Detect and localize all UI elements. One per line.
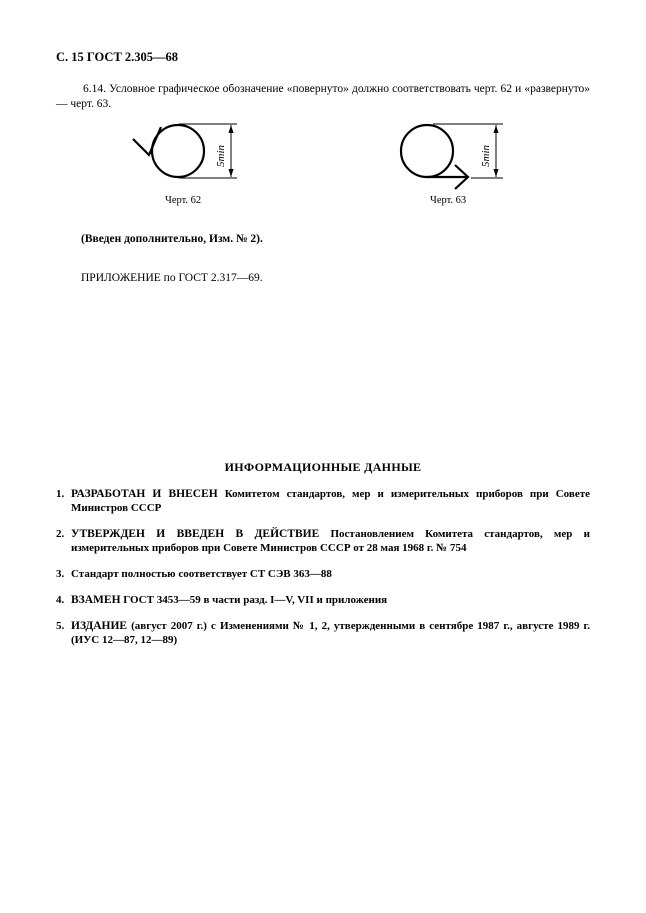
- dimension-label: 5min: [480, 145, 492, 167]
- info-item-number: 4.: [56, 594, 65, 606]
- info-item: [56, 593, 590, 607]
- info-item-lead: ИЗДАНИЕ: [71, 620, 128, 632]
- figure-63-unfolded-symbol: [395, 115, 515, 191]
- info-list: [56, 487, 590, 659]
- section-6-14-text: 6.14. Условное графическое обозначение «повернуто» должно соответствовать черт. 62 и «развернуто» — черт. 63.: [56, 83, 590, 110]
- figure-63-caption: Черт. 63: [430, 195, 467, 206]
- info-item: [56, 487, 590, 515]
- info-item-number: 5.: [56, 620, 65, 632]
- dimension-label: 5min: [215, 145, 227, 167]
- info-item: [56, 527, 590, 555]
- info-section-title: ИНФОРМАЦИОННЫЕ ДАННЫЕ: [224, 460, 422, 474]
- info-item-lead: УТВЕРЖДЕН И ВВЕДЕН В ДЕЙСТВИЕ: [71, 528, 320, 540]
- amendment-note: (Введен дополнительно, Изм. № 2).: [81, 233, 263, 245]
- figure-62-caption: Черт. 62: [165, 195, 202, 206]
- info-item-number: 1.: [56, 488, 65, 500]
- info-item-text: ГОСТ 3453—59 в части разд. I—V, VII и приложения: [120, 594, 388, 606]
- info-item-text: Комитетом стандартов, мер и измерительных приборов при Совете Министров СССР: [71, 488, 590, 514]
- info-item-text: (август 2007 г.) с Изменениями № 1, 2, утвержденными в сентябре 1987 г., августе 1989 г. (ИУС 12—87, 12—89): [71, 620, 590, 646]
- appendix-note: ПРИЛОЖЕНИЕ по ГОСТ 2.317—69.: [81, 272, 263, 284]
- info-item-text: Постановлением Комитета стандартов, мер и измерительных приборов при Совете Министров СССР от 28 мая 1968 г. № 754: [71, 528, 590, 554]
- info-item-text: Стандарт полностью соответствует СТ СЭВ 363—88: [71, 568, 332, 580]
- figure-62-rotated-symbol: [125, 115, 245, 187]
- info-item-lead: ВЗАМЕН: [71, 594, 121, 606]
- info-item-lead: РАЗРАБОТАН И ВНЕСЕН: [71, 488, 218, 500]
- page-header: С. 15 ГОСТ 2.305—68: [56, 50, 179, 64]
- info-item-number: 2.: [56, 528, 65, 540]
- info-item-number: 3.: [56, 568, 65, 580]
- info-item: [56, 567, 590, 581]
- info-item: [56, 619, 590, 647]
